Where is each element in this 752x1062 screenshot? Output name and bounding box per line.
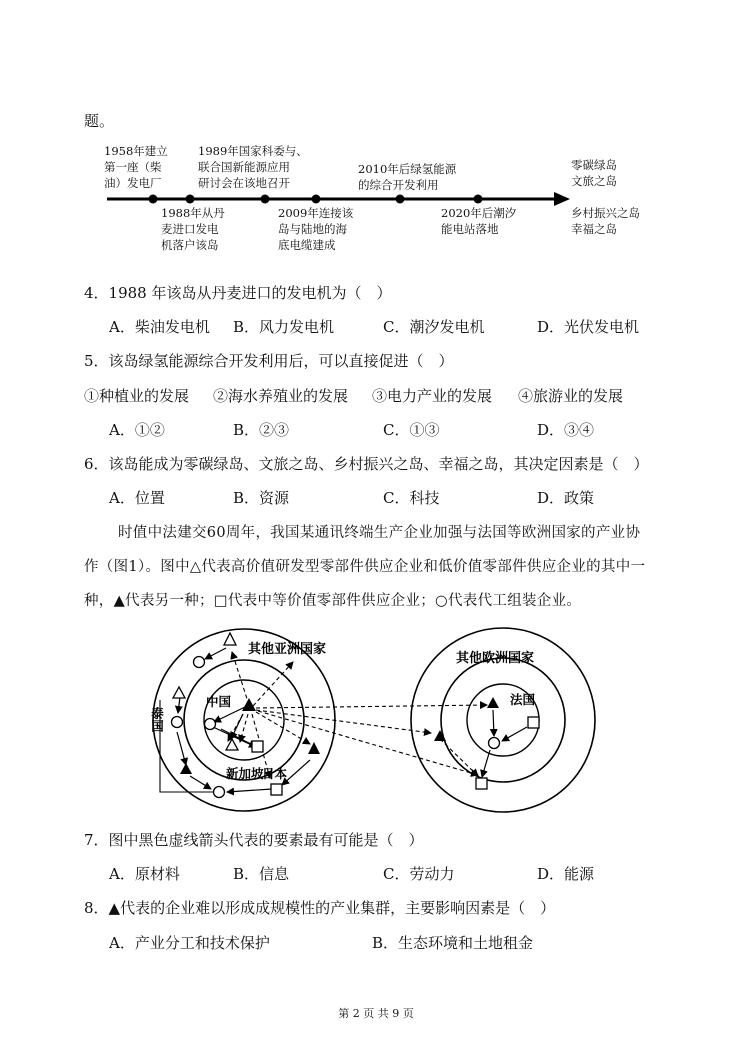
q7-option-d[interactable]: D．能源 [537, 865, 595, 883]
mid-value-square [271, 784, 282, 795]
assembly-circle [214, 787, 225, 798]
solid-triangle [308, 742, 320, 754]
q4-stem: 4．1988 年该岛从丹麦进口的发电机为（ ） [84, 284, 392, 302]
q5-item-1: ①种植业的发展 [84, 387, 190, 405]
q6-option-c[interactable]: C．科技 [383, 489, 440, 507]
timeline-event-1989: 1989年国家科委与、 联合国新能源应用 研讨会在该地召开 [198, 144, 308, 190]
label-other-asia: 其他亚洲国家 [248, 642, 327, 657]
mid-value-square [528, 717, 539, 728]
q6-option-a[interactable]: A．位置 [109, 489, 165, 507]
q7-stem: 7．图中黑色虚线箭头代表的要素最有可能是（ ） [84, 831, 424, 849]
timeline-event-1988: 1988年从丹 麦进口发电 机落户该岛 [161, 206, 225, 252]
mid-value-square [476, 778, 487, 789]
q6-option-d[interactable]: D．政策 [537, 489, 595, 507]
hollow-triangle [224, 633, 236, 645]
q5-option-b[interactable]: B．②③ [233, 421, 290, 439]
label-singapore: 新加坡 [226, 766, 264, 781]
page-footer: 第 2 页 共 9 页 [338, 1007, 414, 1020]
q8-stem: 8．▲代表的企业难以形成成规模性的产业集群，主要影响因素是（ ） [84, 899, 556, 917]
q8-option-b[interactable]: B．生态环境和土地租金 [372, 934, 534, 952]
solid-triangle [180, 763, 192, 774]
timeline-event-2010: 2010年后绿氢能源 的综合开发利用 [358, 162, 457, 192]
label-china: 中国 [206, 694, 232, 709]
q4-option-d[interactable]: D．光伏发电机 [537, 318, 640, 336]
solid-triangle [434, 730, 446, 741]
q7-option-a[interactable]: A．原材料 [109, 865, 180, 883]
china-inner-circle [204, 680, 284, 760]
q8-option-a[interactable]: A．产业分工和技术保护 [109, 934, 270, 952]
q5-item-2: ②海水养殖业的发展 [213, 387, 349, 405]
timeline-event-1958: 1958年建立 第一座（柴 油）发电厂 [104, 144, 168, 190]
q6-option-b[interactable]: B．资源 [233, 489, 290, 507]
hollow-triangle [173, 687, 185, 698]
europe-middle-circle [441, 658, 565, 782]
q4-option-b[interactable]: B．风力发电机 [233, 318, 335, 336]
q5-item-3: ③电力产业的发展 [372, 387, 493, 405]
q4-option-c[interactable]: C．潮汐发电机 [383, 318, 485, 336]
timeline-event-2009: 2009年连接该 岛与陆地的海 底电缆建成 [278, 206, 354, 252]
mid-value-square [252, 741, 263, 752]
assembly-circle [194, 657, 205, 668]
q5-option-d[interactable]: D．③④ [537, 421, 595, 439]
q7-option-c[interactable]: C．劳动力 [383, 865, 455, 883]
q6-stem: 6．该岛能成为零碳绿岛、文旅之岛、乡村振兴之岛、幸福之岛，其决定因素是（ ） [84, 455, 649, 473]
q5-item-4: ④旅游业的发展 [518, 387, 624, 405]
france-solid-triangle [487, 697, 499, 708]
passage-line-3: 种，▲代表另一种；□代表中等价值零部件供应企业；○代表代工组装企业。 [84, 593, 582, 609]
intro-tail: 题。 [84, 112, 115, 130]
q7-option-b[interactable]: B．信息 [233, 865, 290, 883]
q5-option-a[interactable]: A．①② [109, 421, 165, 439]
timeline-event-2020: 2020年后潮汐 能电站落地 [441, 206, 517, 236]
timeline-end-bottom: 乡村振兴之岛 幸福之岛 [571, 206, 640, 236]
q5-stem: 5．该岛绿氢能源综合开发利用后，可以直接促进（ ） [84, 352, 454, 370]
passage-line-2: 作（图1）。图中△代表高价值研发型零部件供应企业和低价值零部件供应企业的其中一 [84, 559, 646, 575]
asia-middle-circle [184, 660, 304, 780]
label-other-europe: 其他欧洲国家 [456, 651, 535, 666]
assembly-circle [172, 717, 183, 728]
q4-option-a[interactable]: A．柴油发电机 [109, 318, 210, 336]
label-france: 法国 [510, 692, 536, 707]
q5-option-c[interactable]: C．①③ [383, 421, 440, 439]
assembly-circle [489, 738, 500, 749]
assembly-circle [205, 719, 216, 730]
label-japan: 日本 [262, 766, 288, 781]
label-thailand: 泰国 [149, 707, 165, 732]
passage-line-1: 时值中法建交60周年，我国某通讯终端生产企业加强与法国等欧洲国家的产业协 [118, 525, 641, 541]
timeline-end-top: 零碳绿岛 文旅之岛 [571, 158, 617, 188]
